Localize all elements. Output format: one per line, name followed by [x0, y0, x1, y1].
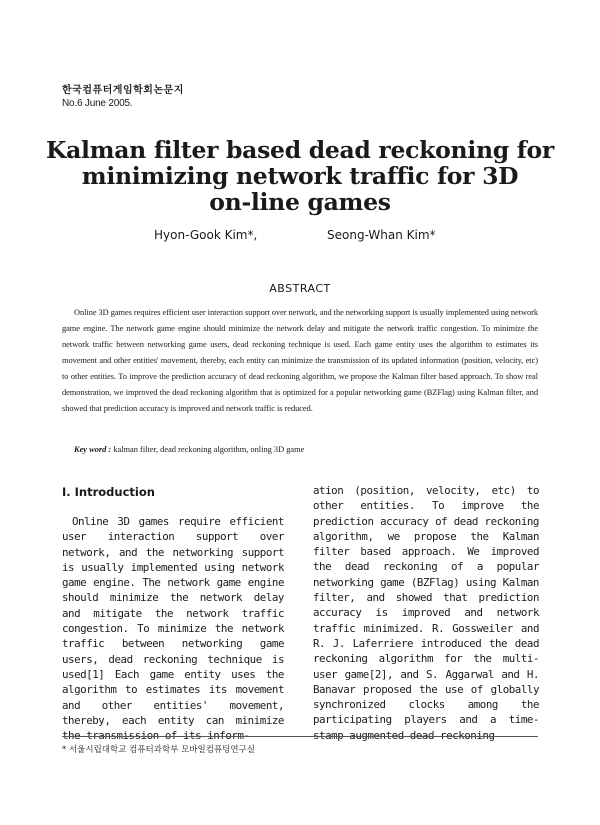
body-left-column: Online 3D games require efficient user interaction support over network, and the networking support is usually implemented using network game engine. The network game engine should minimize the network delay and mitigate the network traffic congestion. To minimize the network traffic between networking game users, dead reckoning technique is used[1] Each game entity uses the algorithm to estimates its movement and other entities' movement, thereby, each entity can minimize the transmission of its inform-: [62, 515, 284, 743]
keywords: [74, 445, 304, 454]
author-first: Hyon-Gook Kim*,: [154, 228, 258, 242]
journal-name: 한국컴퓨터게임학회논문지: [62, 85, 184, 96]
body-right-column: ation (position, velocity, etc) to other entities. To improve the prediction accuracy of dead reckoning algorithm, we propose the Kalman filter based approach. We improved the dead reckoning of a popular networking game (BZFlag) using Kalman filter, and showed that prediction accuracy is improved and network traffic minimized. R. Gossweiler and R. J. Laferriere introduced the dead reckoning algorithm for the multi-user game[2], and S. Aggarwal and H. Banavar proposed the use of globally synchronized clocks among the participating players and a time-stamp augmented dead reckoning: [313, 484, 539, 742]
author-second: Seong-Whan Kim*: [327, 228, 436, 242]
paper-title: [40, 137, 560, 215]
abstract-text: Online 3D games requires efficient user interaction support over network, and the networking support is usually implemented using network game engine. The network game engine should minimize the network delay and mitigate the network traffic congestion. To minimize the network traffic between networking game users, dead reckoning technique is used. Each game entity uses the algorithm to estimates its movement and other entities' movement, thereby, each entity can minimize the transmission of its updated information (position, velocity, etc) to other entities. To improve the prediction accuracy of dead reckoning algorithm, we propose the Kalman filter based approach. To show real demonstration, we improved the dead reckoning algorithm that is optimized for a popular networking game (BZFlag) using Kalman filter, and showed that prediction accuracy is improved and network traffic is reduced.: [62, 308, 538, 413]
title-line: Kalman filter based dead reckoning for: [45, 136, 555, 164]
title-line: on-line games: [209, 188, 391, 216]
abstract-heading: ABSTRACT: [269, 282, 331, 295]
keywords-label: Key word :: [74, 445, 112, 454]
journal-issue: No.6 June 2005.: [62, 98, 133, 109]
title-line: minimizing network traffic for 3D: [81, 162, 519, 190]
keywords-text: kalman filter, dead reckoning algorithm, onling 3D game: [113, 445, 305, 454]
section-heading: Ⅰ. Introduction: [62, 485, 155, 499]
footnote-divider: [62, 736, 538, 737]
footnote: * 서울시립대학교 컴퓨터과학부 모바일컴퓨팅연구실: [62, 745, 255, 755]
journal-header: [62, 84, 184, 110]
